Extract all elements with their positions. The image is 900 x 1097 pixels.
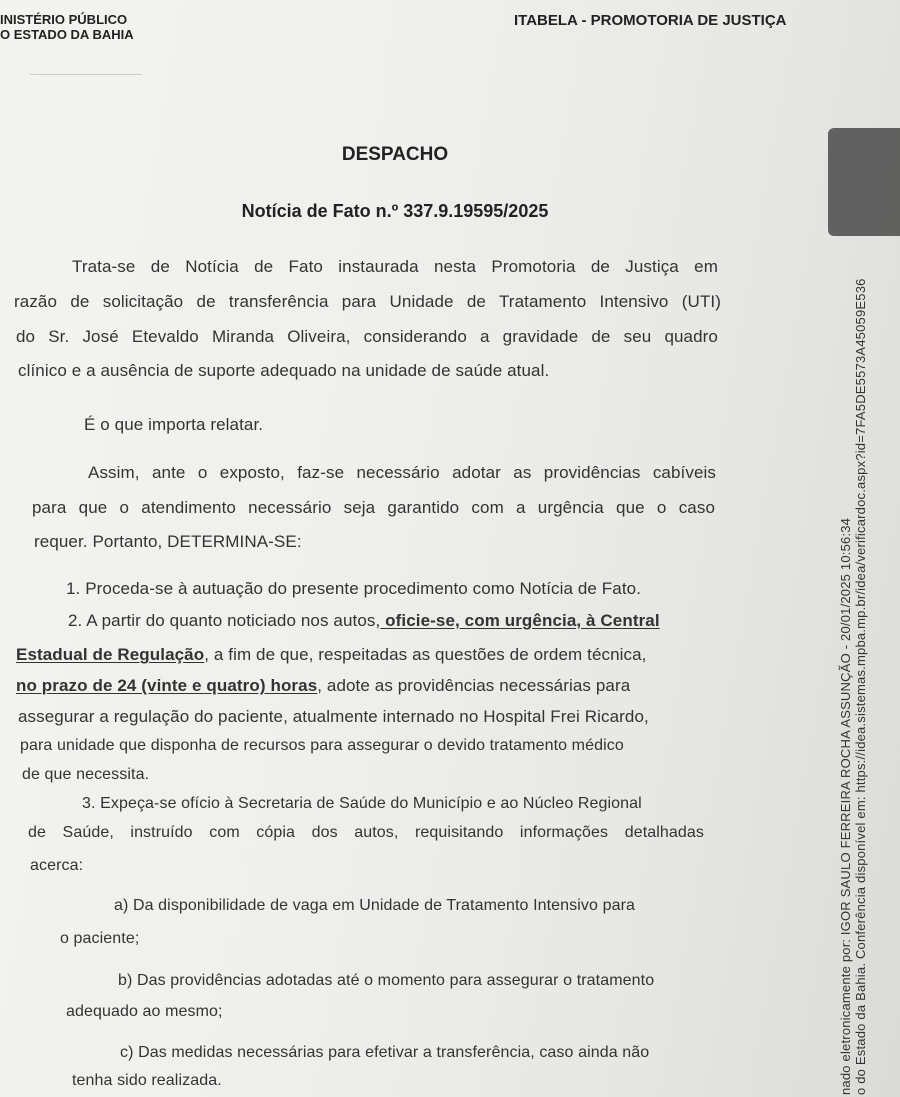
item-1: 1. Proceda-se à autuação do presente procedimento como Notícia de Fato. bbox=[66, 579, 642, 598]
document-title: DESPACHO bbox=[341, 144, 449, 165]
header-divider bbox=[30, 74, 142, 75]
sub-b-line1: b) Das providências adotadas até o momento para assegurar o tratamento bbox=[118, 972, 655, 989]
para1-line4: clínico e a ausência de suporte adequado na unidade de saúde atual. bbox=[18, 361, 550, 380]
document-subtitle: Notícia de Fato n.º 337.9.19595/2025 bbox=[241, 201, 549, 221]
para3-line3: requer. Portanto, DETERMINA-SE: bbox=[34, 532, 302, 551]
signature-line-2: o do Estado da Bahia. Conferência disponível em: https://idea.sistemas.mpba.mp.br/idea/verificardoc.aspx?id=7FA5DE5573A45059E536 bbox=[853, 278, 868, 1095]
sub-a-line2: o paciente; bbox=[60, 930, 140, 947]
org-line-1: INISTÉRIO PÚBLICO bbox=[0, 12, 128, 27]
sub-c-line2: tenha sido realizada. bbox=[72, 1072, 222, 1089]
sub-a-line1: a) Da disponibilidade de vaga em Unidade de Tratamento Intensivo para bbox=[114, 897, 636, 914]
item-2-rest-3: , adote as providências necessárias para bbox=[317, 676, 631, 695]
item-3-line3: acerca: bbox=[30, 857, 84, 874]
org-line-2: O ESTADO DA BAHIA bbox=[0, 27, 134, 42]
para1-line2: razão de solicitação de transferência para Unidade de Tratamento Intensivo (UTI) bbox=[14, 292, 721, 311]
item-3-line2: de Saúde, instruído com cópia dos autos, requisitando informações detalhadas bbox=[28, 824, 704, 841]
item-2-emphasis-1: oficie-se, com urgência, à Central bbox=[380, 611, 660, 630]
item-2-emphasis-2: Estadual de Regulação bbox=[16, 645, 205, 664]
item-2-line2 bbox=[16, 645, 647, 665]
para3-line1: Assim, ante o exposto, faz-se necessário adotar as providências cabíveis bbox=[88, 463, 716, 482]
item-2-rest-2: , a fim de que, respeitadas as questões de ordem técnica, bbox=[204, 645, 647, 664]
item-2-line6: de que necessita. bbox=[22, 766, 150, 783]
item-2-line1 bbox=[68, 611, 660, 631]
item-2-lead: 2. A partir do quanto noticiado nos autos, bbox=[68, 611, 381, 630]
para3-line2: para que o atendimento necessário seja garantido com a urgência que o caso bbox=[32, 498, 715, 517]
para1-line1: Trata-se de Notícia de Fato instaurada nesta Promotoria de Justiça em bbox=[72, 257, 718, 276]
item-2-line5: para unidade que disponha de recursos para assegurar o devido tratamento médico bbox=[20, 737, 624, 754]
item-2-line3 bbox=[16, 676, 630, 696]
para2: É o que importa relatar. bbox=[84, 415, 264, 434]
item-2-line4: assegurar a regulação do paciente, atualmente internado no Hospital Frei Ricardo, bbox=[18, 707, 649, 726]
para1-line3: do Sr. José Etevaldo Miranda Oliveira, considerando a gravidade de seu quadro bbox=[16, 327, 718, 346]
sub-c-line1: c) Das medidas necessárias para efetivar a transferência, caso ainda não bbox=[120, 1044, 650, 1061]
office-name: ITABELA - PROMOTORIA DE JUSTIÇA bbox=[514, 12, 787, 29]
page-shadow bbox=[828, 128, 900, 236]
item-3-line1: 3. Expeça-se ofício à Secretaria de Saúde do Município e ao Núcleo Regional bbox=[82, 795, 642, 812]
signature-line-1: nado eletronicamente por: IGOR SAULO FERREIRA ROCHA ASSUNÇÃO - 20/01/2025 10:56:34 bbox=[838, 517, 853, 1095]
electronic-signature-stamp bbox=[838, 278, 868, 1095]
org-name bbox=[0, 12, 134, 42]
sub-b-line2: adequado ao mesmo; bbox=[66, 1003, 223, 1020]
item-2-emphasis-3: no prazo de 24 (vinte e quatro) horas bbox=[16, 676, 318, 695]
